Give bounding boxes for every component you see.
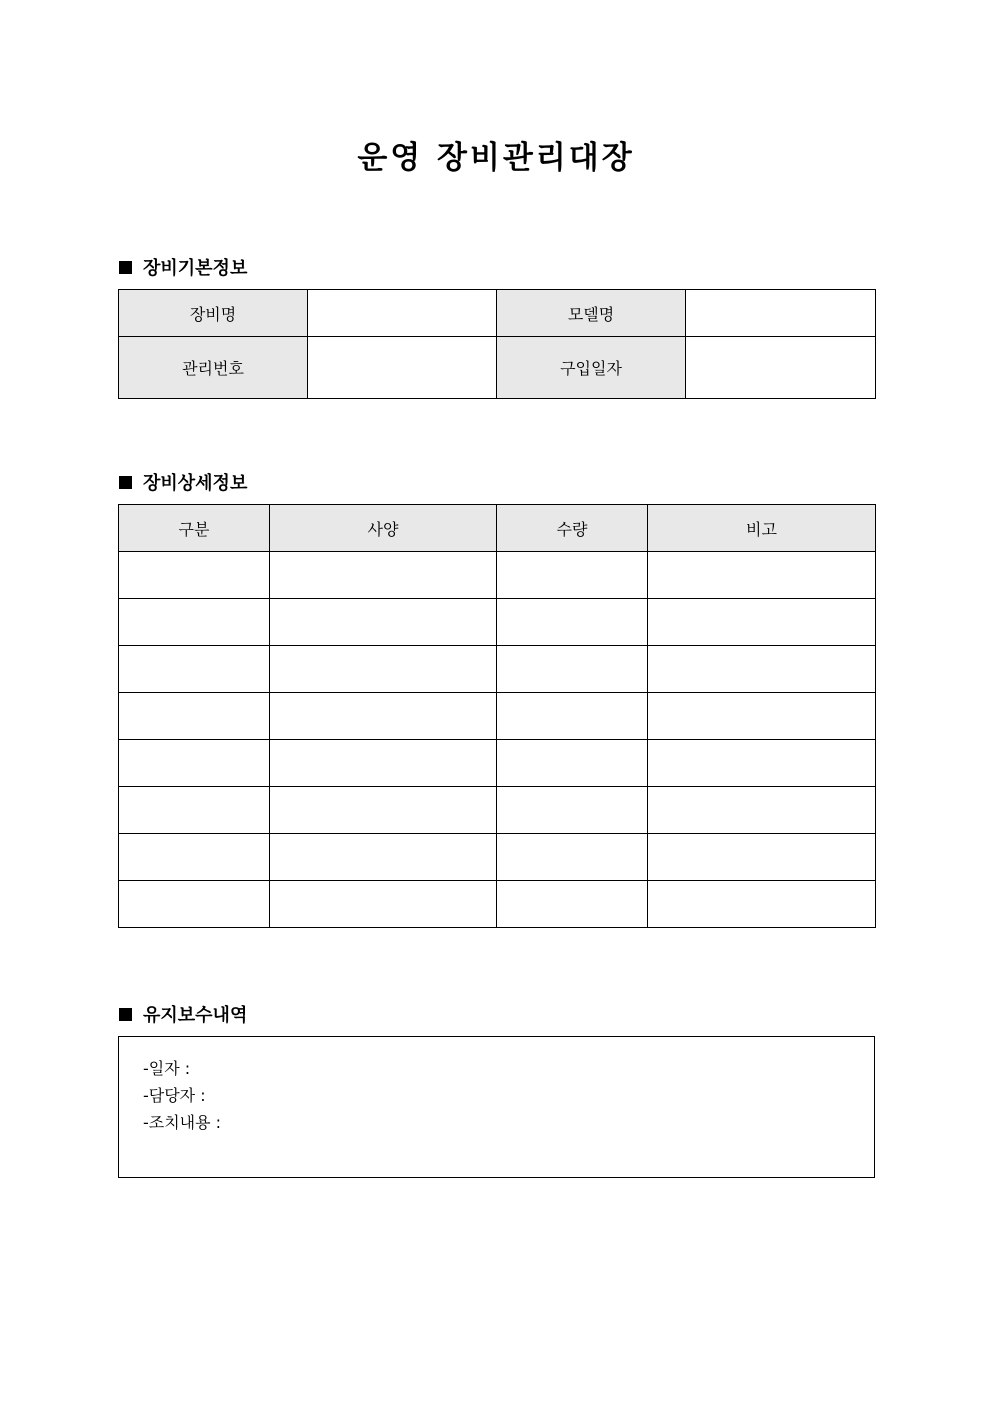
remarks-cell[interactable] — [648, 787, 876, 834]
document-title: 운영 장비관리대장 — [357, 140, 635, 176]
spec-cell[interactable] — [270, 787, 497, 834]
section-heading-basic-info — [119, 254, 247, 280]
detail-info-table — [118, 504, 876, 928]
remarks-cell[interactable] — [648, 834, 876, 881]
spec-cell[interactable] — [270, 881, 497, 928]
table-row — [119, 290, 876, 337]
equipment-name-field[interactable] — [308, 290, 497, 337]
remarks-cell[interactable] — [648, 693, 876, 740]
maintenance-box[interactable] — [118, 1036, 875, 1178]
maintenance-date-line: -일자 : — [143, 1059, 191, 1078]
spec-cell[interactable] — [270, 552, 497, 599]
management-number-label: 관리번호 — [119, 337, 308, 399]
spec-cell[interactable] — [270, 646, 497, 693]
model-name-field[interactable] — [686, 290, 876, 337]
remarks-cell[interactable] — [648, 740, 876, 787]
table-row — [119, 693, 876, 740]
purchase-date-field[interactable] — [686, 337, 876, 399]
category-cell[interactable] — [119, 552, 270, 599]
column-header-remarks: 비고 — [648, 505, 876, 552]
spec-cell[interactable] — [270, 599, 497, 646]
purchase-date-label: 구입일자 — [497, 337, 686, 399]
column-header-spec: 사양 — [270, 505, 497, 552]
management-number-field[interactable] — [308, 337, 497, 399]
category-cell[interactable] — [119, 740, 270, 787]
table-row — [119, 787, 876, 834]
category-cell[interactable] — [119, 787, 270, 834]
square-bullet-icon — [119, 1008, 132, 1021]
maintenance-manager-line: -담당자 : — [143, 1086, 206, 1105]
table-row — [119, 646, 876, 693]
section-heading-detail-info — [119, 469, 247, 495]
maintenance-action-line: -조치내용 : — [143, 1113, 222, 1132]
column-header-category: 구분 — [119, 505, 270, 552]
model-name-label: 모델명 — [497, 290, 686, 337]
spec-cell[interactable] — [270, 740, 497, 787]
category-cell[interactable] — [119, 646, 270, 693]
category-cell[interactable] — [119, 834, 270, 881]
table-row — [119, 552, 876, 599]
remarks-cell[interactable] — [648, 552, 876, 599]
square-bullet-icon — [119, 261, 132, 274]
category-cell[interactable] — [119, 599, 270, 646]
quantity-cell[interactable] — [497, 693, 648, 740]
table-row — [119, 599, 876, 646]
section-heading-label: 유지보수내역 — [143, 1005, 248, 1026]
quantity-cell[interactable] — [497, 787, 648, 834]
table-row — [119, 834, 876, 881]
column-header-quantity: 수량 — [497, 505, 648, 552]
table-row — [119, 881, 876, 928]
equipment-name-label: 장비명 — [119, 290, 308, 337]
quantity-cell[interactable] — [497, 552, 648, 599]
table-row — [119, 337, 876, 399]
quantity-cell[interactable] — [497, 740, 648, 787]
spec-cell[interactable] — [270, 834, 497, 881]
spec-cell[interactable] — [270, 693, 497, 740]
section-heading-label: 장비상세정보 — [143, 473, 248, 494]
table-header-row — [119, 505, 876, 552]
category-cell[interactable] — [119, 693, 270, 740]
section-heading-label: 장비기본정보 — [143, 258, 248, 279]
quantity-cell[interactable] — [497, 599, 648, 646]
table-row — [119, 740, 876, 787]
category-cell[interactable] — [119, 881, 270, 928]
quantity-cell[interactable] — [497, 881, 648, 928]
remarks-cell[interactable] — [648, 599, 876, 646]
square-bullet-icon — [119, 476, 132, 489]
section-heading-maintenance — [119, 1001, 247, 1027]
remarks-cell[interactable] — [648, 646, 876, 693]
remarks-cell[interactable] — [648, 881, 876, 928]
maintenance-lines — [143, 1055, 221, 1136]
basic-info-table — [118, 289, 876, 399]
quantity-cell[interactable] — [497, 834, 648, 881]
quantity-cell[interactable] — [497, 646, 648, 693]
